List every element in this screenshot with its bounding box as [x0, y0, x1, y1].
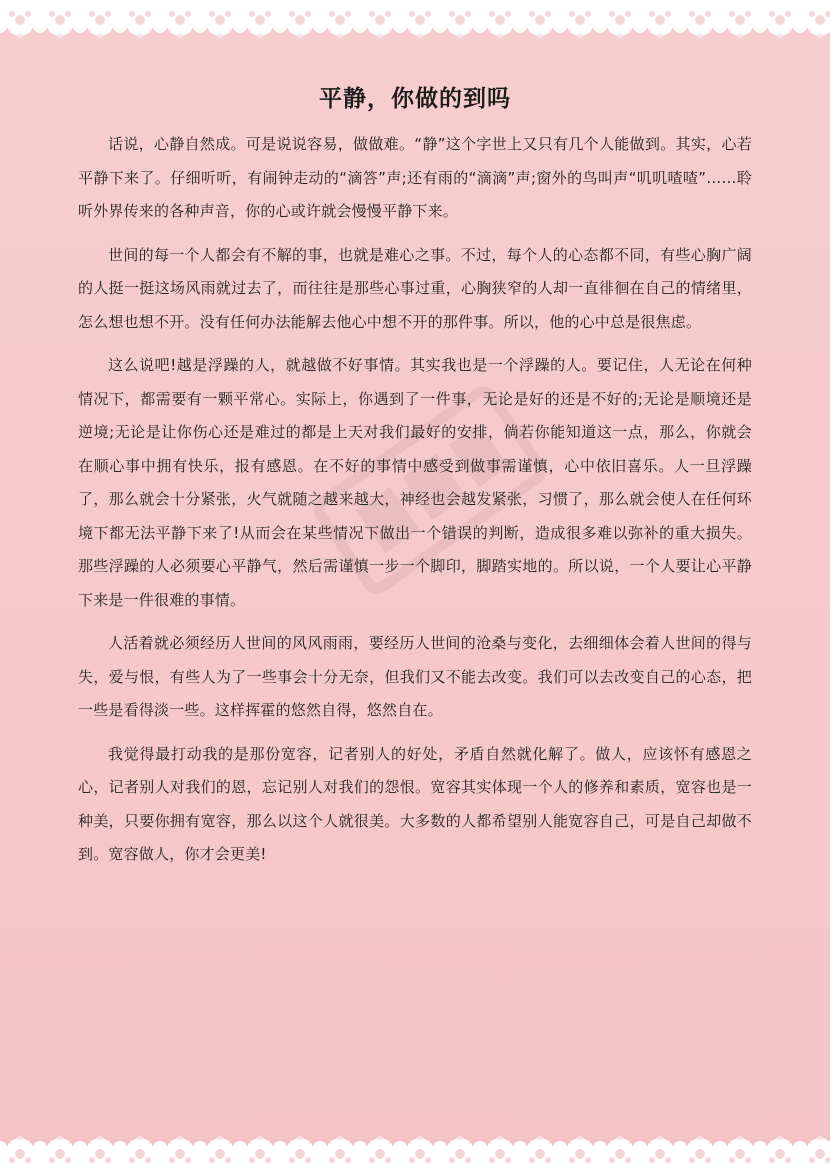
paragraph: 话说，心静自然成。可是说说容易，做做难。“静”这个字世上又只有几个人能做到。其实，心若平静下来了。仔细听听，有闹钟走动的“滴答”声;还有雨的“滴滴”声;窗外的鸟叫声“叽叽喳喳”……聆听外界传来的各种声音，你的心或许就会慢慢平静下来。 — [78, 135, 752, 220]
paragraph: 我觉得最打动我的是那份宽容，记者别人的好处，矛盾自然就化解了。做人，应该怀有感恩之心，记者别人对我们的恩，忘记别人对我们的怨恨。宽容其实体现一个人的修养和素质，宽容也是一种美，只要你拥有宽容，那么以这个人就很美。大多数的人都希望别人能宽容自己，可是自己却做不到。宽容做人，你才会更美! — [78, 744, 752, 863]
paragraph: 人活着就必须经历人世间的风风雨雨，要经历人世间的沧桑与变化，去细细体会着人世间的得与失，爱与恨，有些人为了一些事会十分无奈，但我们又不能去改变。我们可以去改变自己的心态，把一些是看得淡一些。这样挥霍的悠然自得，悠然自在。 — [78, 634, 752, 719]
lace-border-bottom — [0, 1126, 830, 1174]
page-title: 平静，你做的到吗 — [319, 86, 511, 112]
article-body — [78, 128, 752, 882]
lace-border-top — [0, 0, 830, 48]
paragraph: 这么说吧!越是浮躁的人，就越做不好事情。其实我也是一个浮躁的人。要记住，人无论在何种情况下，都需要有一颗平常心。实际上，你遇到了一件事，无论是好的还是不好的;无论是顺境还是逆境;无论是让你伤心还是难过的都是上天对我们最好的安排，倘若你能知道这一点，那么，你就会在顺心事中拥有快乐，报有感恩。在不好的事情中感受到做事需谨慎，心中依旧喜乐。人一旦浮躁了，那么就会十分紧张，火气就随之越来越大，神经也会越发紧张，习惯了，那么就会使人在任何环境下都无法平静下来了!从而会在某些情况下做出一个错误的判断，造成很多难以弥补的重大损失。那些浮躁的人必须要心平静气，然后需谨慎一步一个脚印，脚踏实地的。所以说，一个人要让心平静下来是一件很难的事情。 — [78, 356, 752, 609]
paragraph: 世间的每一个人都会有不解的事，也就是难心之事。不过，每个人的心态都不同，有些心胸广阔的人挺一挺这场风雨就过去了，而往往是那些心事过重，心胸狭窄的人却一直徘徊在自己的情绪里，怎么想也想不开。没有任何办法能解去他心中想不开的那件事。所以，他的心中总是很焦虑。 — [78, 245, 752, 331]
